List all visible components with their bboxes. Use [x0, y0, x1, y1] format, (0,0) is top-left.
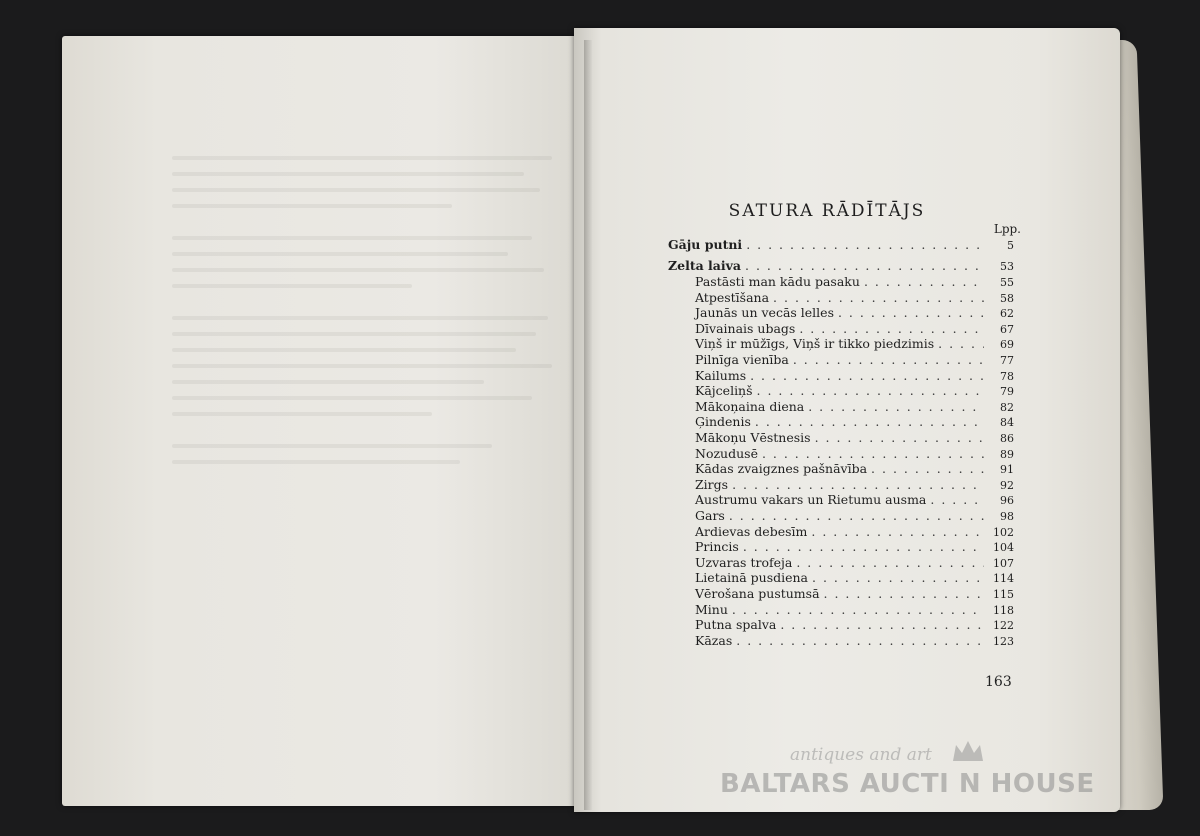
- toc-entry-title: Atpestīšana: [695, 289, 770, 305]
- toc-entry: [668, 492, 1014, 508]
- toc-entry-page: 5: [1007, 239, 1014, 252]
- toc-entry-page: 89: [1000, 447, 1014, 461]
- toc-entry-title: Putna spalva: [695, 617, 777, 633]
- toc-entry: [668, 602, 1014, 618]
- toc-entry-page: 104: [993, 541, 1014, 555]
- toc-entry-title: Zirgs: [695, 476, 729, 492]
- toc-entry-title: Kailums: [695, 367, 747, 383]
- toc-entry-title: Lietainā pusdiena: [695, 570, 809, 586]
- toc-entry: [668, 477, 1014, 493]
- toc-entry-page: 123: [993, 634, 1014, 648]
- toc-entry: [668, 399, 1014, 415]
- dot-leader: [753, 383, 984, 398]
- toc-entry-page: 96: [1000, 494, 1014, 508]
- toc-entry: [668, 414, 1014, 430]
- toc-entry-title: Zelta laiva: [668, 258, 742, 273]
- crown-icon: [950, 737, 986, 767]
- toc-entry-title: Uzvaras trofeja: [695, 554, 793, 570]
- toc-entry-title: Viņš ir mūžīgs, Viņš ir tikko piedzimis: [695, 336, 935, 352]
- watermark-tagline: antiques and art: [790, 745, 932, 765]
- toc-entry: [668, 508, 1014, 524]
- toc-entry-page: 77: [1000, 354, 1014, 367]
- toc-entry: [668, 633, 1014, 649]
- dot-leader: [867, 461, 984, 476]
- toc-entry: [668, 383, 1014, 399]
- toc-entry-title: Gāju putni: [668, 237, 743, 252]
- dot-leader: [742, 237, 984, 252]
- toc-entry-title: Kādas zvaigznes pašnāvība: [695, 461, 868, 477]
- toc-entry: [668, 258, 1014, 274]
- toc-entry: [668, 446, 1014, 462]
- book-spine: [584, 40, 592, 810]
- toc-entry-page: 62: [1000, 307, 1014, 321]
- toc-entry: [668, 617, 1014, 633]
- toc-entry-title: Austrumu vakars un Rietumu ausma: [695, 492, 927, 508]
- toc-entry-page: 118: [993, 603, 1014, 617]
- toc-entry-page: 78: [1000, 369, 1014, 383]
- toc-entry-page: 114: [993, 572, 1014, 586]
- bleed-through-text: [172, 156, 572, 476]
- dot-leader: [769, 290, 984, 305]
- page-column-header: Lpp.: [993, 222, 1021, 236]
- page-number: 163: [985, 674, 1012, 690]
- dot-leader: [725, 508, 984, 523]
- dot-leader: [739, 539, 984, 554]
- toc-entry-page: 55: [1000, 276, 1014, 289]
- toc-entry-page: 115: [993, 588, 1014, 601]
- toc-entry: [668, 290, 1014, 306]
- toc-entry-title: Dīvainais ubags: [695, 320, 796, 336]
- dot-leader: [860, 274, 984, 289]
- toc-entry-title: Pilnīga vienība: [695, 352, 789, 367]
- toc-entry-page: 91: [1000, 463, 1014, 477]
- dot-leader: [751, 414, 984, 429]
- watermark-name: BALTARS AUCTI N HOUSE: [720, 769, 1095, 799]
- toc-entry-page: 53: [1000, 260, 1014, 273]
- dot-leader: [741, 258, 984, 273]
- dot-leader: [776, 617, 984, 632]
- toc-entry: [668, 524, 1014, 540]
- toc-entry: [668, 586, 1014, 602]
- dot-leader: [728, 602, 984, 617]
- toc-entry-page: 58: [1000, 291, 1014, 305]
- dot-leader: [728, 477, 984, 492]
- toc-entry-page: 67: [1000, 322, 1014, 336]
- dot-leader: [789, 352, 984, 367]
- toc-entry-page: 86: [1000, 432, 1014, 445]
- dot-leader: [804, 399, 984, 414]
- toc-entry: [668, 430, 1014, 446]
- toc-entry-title: Gars: [695, 508, 725, 523]
- toc-entry-title: Kājceliņš: [695, 383, 753, 399]
- dot-leader: [758, 446, 984, 461]
- toc-entry-title: Mākoņu Vēstnesis: [695, 430, 811, 445]
- dot-leader: [732, 633, 984, 648]
- toc-entry: [668, 305, 1014, 321]
- toc-entry-title: Princis: [695, 539, 739, 555]
- toc-entry-title: Pastāsti man kādu pasaku: [695, 274, 860, 289]
- dot-leader: [926, 492, 984, 507]
- left-page: [62, 36, 594, 806]
- toc-entry-page: 79: [1000, 385, 1014, 399]
- toc-entry-page: 69: [1000, 338, 1014, 352]
- toc-entry-page: 84: [1000, 416, 1014, 430]
- toc-entry-page: 107: [993, 556, 1014, 570]
- toc-entry-page: 122: [993, 619, 1014, 633]
- toc-entry: [668, 461, 1014, 477]
- toc-entry-title: Vērošana pustumsā: [695, 586, 820, 601]
- toc-entry-title: Minu: [695, 601, 728, 617]
- toc-entry: [668, 539, 1014, 555]
- toc-entry-title: Kāzas: [695, 632, 733, 648]
- toc-entry-title: Mākoņaina diena: [695, 398, 805, 414]
- dot-leader: [807, 524, 984, 539]
- toc-entry: [668, 555, 1014, 571]
- dot-leader: [795, 321, 984, 336]
- toc-entry-title: Nozudusē: [695, 445, 758, 461]
- dot-leader: [934, 336, 984, 351]
- toc-entry-page: 92: [1000, 478, 1014, 492]
- dot-leader: [811, 430, 984, 445]
- dot-leader: [808, 570, 984, 585]
- toc-title: SATURA RĀDĪTĀJS: [728, 201, 926, 221]
- toc-entry: [668, 570, 1014, 586]
- toc-entry: [668, 237, 1014, 253]
- toc-entry: [668, 321, 1014, 337]
- toc-entry-page: 102: [993, 525, 1014, 539]
- toc-entry: [668, 274, 1014, 290]
- dot-leader: [746, 368, 984, 383]
- dot-leader: [792, 555, 984, 570]
- toc-entry-title: Jaunās un vecās lelles: [695, 305, 834, 321]
- toc-entry: [668, 336, 1014, 352]
- toc-entry-page: 82: [1000, 400, 1014, 414]
- toc-entry-page: 98: [1000, 510, 1014, 523]
- toc-entry: [668, 368, 1014, 384]
- dot-leader: [834, 305, 984, 320]
- toc-entry: [668, 352, 1014, 368]
- toc-entry-title: Ardievas debesīm: [695, 523, 808, 539]
- dot-leader: [820, 586, 984, 601]
- toc-entry-title: Ģindenis: [695, 414, 751, 430]
